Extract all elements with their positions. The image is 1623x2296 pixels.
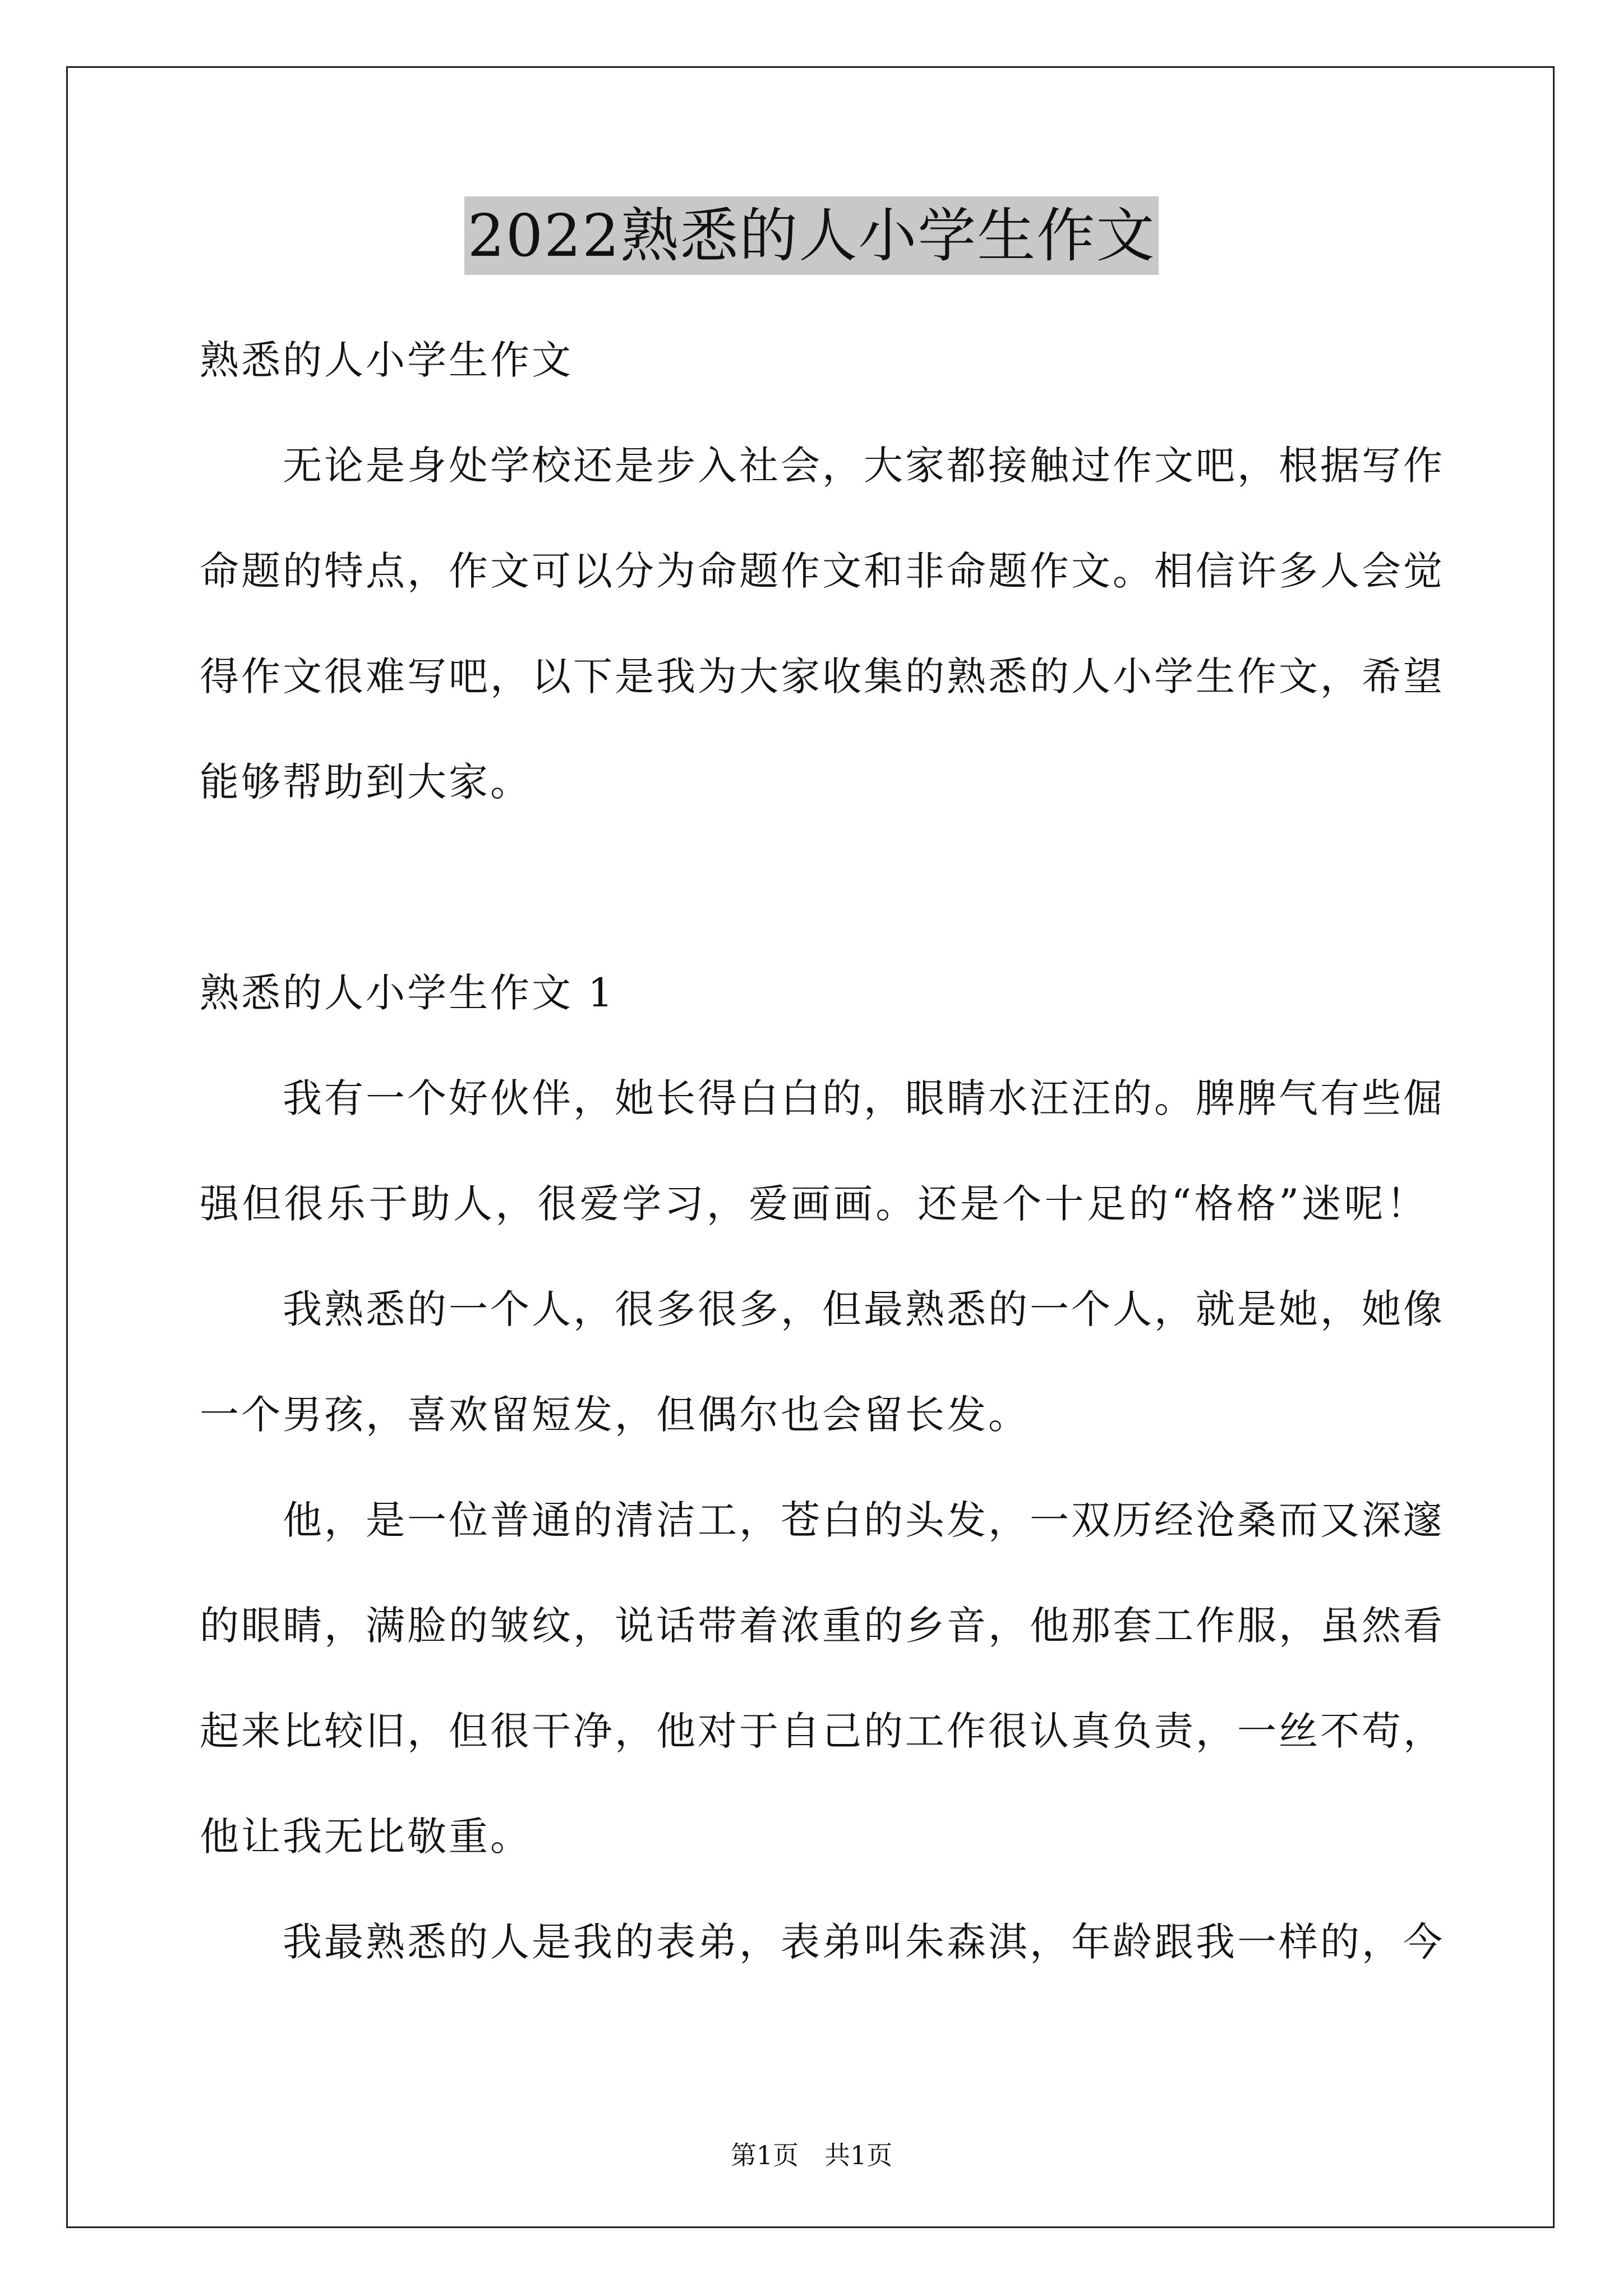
document-body (200, 307, 1445, 1995)
subtitle: 熟悉的人小学生作文 (200, 337, 573, 383)
body-line-4: 一个男孩，喜欢留短发，但偶尔也会留长发。 (200, 1392, 1030, 1438)
intro-line-2: 命题的特点，作文可以分为命题作文和非命题作文。相信许多人会觉 (200, 548, 1445, 594)
body-line-2: 强但很乐于助人，很爱学习，爱画画。还是个十足的“格格”迷呢！ (200, 1181, 1428, 1227)
body-line-9: 我最熟悉的人是我的表弟，表弟叫朱森淇，年龄跟我一样的，今 (283, 1919, 1445, 1965)
body-line-6: 的眼睛，满脸的皱纹，说话带着浓重的乡音，他那套工作服，虽然看 (200, 1603, 1445, 1649)
section-heading: 熟悉的人小学生作文 1 (200, 970, 615, 1016)
body-line-5: 他，是一位普通的清洁工，苍白的头发，一双历经沧桑而又深邃 (283, 1497, 1445, 1543)
intro-line-4: 能够帮助到大家。 (200, 759, 532, 805)
paragraph-gap (200, 835, 1428, 940)
intro-line-3: 得作文很难写吧，以下是我为大家收集的熟悉的人小学生作文，希望 (200, 654, 1445, 700)
body-line-1: 我有一个好伙伴，她长得白白的，眼睛水汪汪的。脾脾气有些倔 (283, 1075, 1445, 1121)
body-line-3: 我熟悉的一个人，很多很多，但最熟悉的一个人，就是她，她像 (283, 1286, 1445, 1332)
body-line-8: 他让我无比敬重。 (200, 1814, 532, 1860)
intro-line-1: 无论是身处学校还是步入社会，大家都接触过作文吧，根据写作 (283, 443, 1445, 489)
document-title: 2022熟悉的人小学生作文 (464, 196, 1159, 275)
page-footer: 第1页 共1页 (730, 2140, 893, 2170)
title-container (0, 196, 1623, 275)
body-line-7: 起来比较旧，但很干净，他对于自己的工作很认真负责，一丝不苟， (200, 1708, 1445, 1754)
